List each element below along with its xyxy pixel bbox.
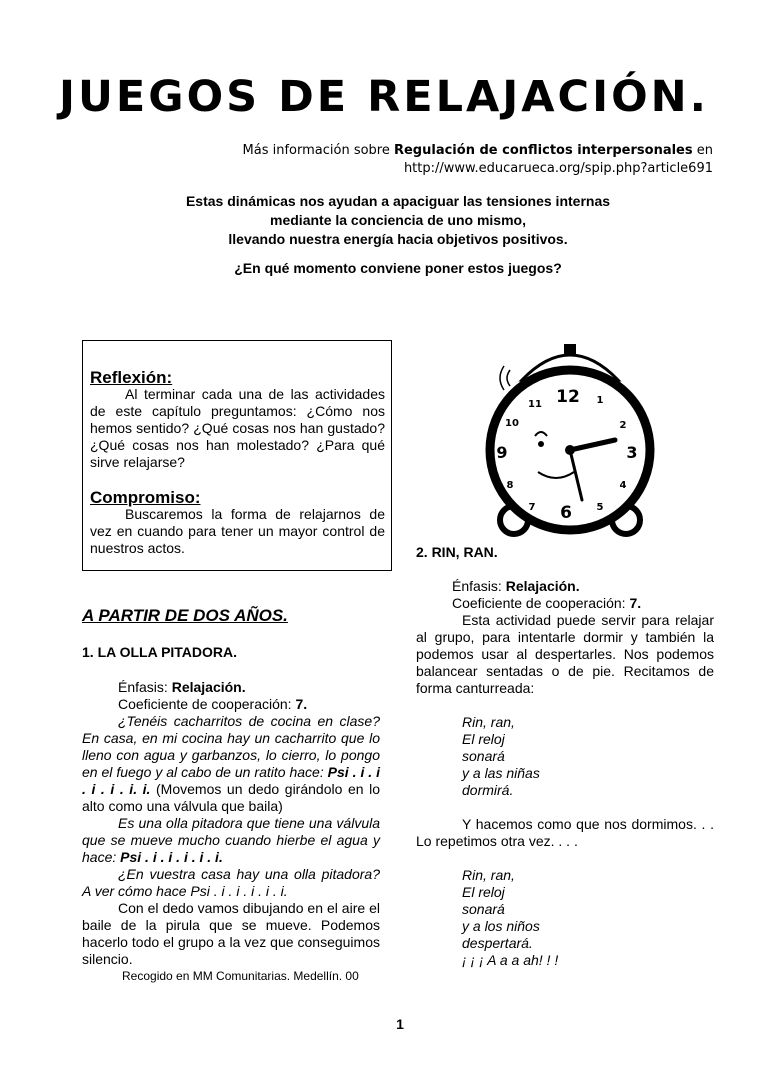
info-url: http://www.educarueca.org/spip.php?article691	[403, 161, 713, 176]
more-info	[243, 142, 713, 178]
enfasis-value: Relajación.	[171, 679, 246, 695]
clock-number-9: 9	[496, 443, 508, 462]
coef-value: 7.	[629, 595, 642, 611]
p1-bold: Psi . i . i . i . i . i. i.	[82, 764, 380, 797]
clock-number-7: 7	[528, 502, 536, 513]
intro-line-3: llevando nuestra energía hacia objetivos positivos.	[228, 231, 568, 247]
game-1-column	[82, 644, 380, 985]
game-1-paragraph-3: ¿En vuestra casa hay una olla pitadora? A ver cómo hace Psi . i . i . i . i . i.	[82, 866, 380, 899]
clock-number-2: 2	[619, 420, 627, 431]
info-prefix: Más información sobre	[242, 143, 394, 158]
song-line: Rin, ran,	[462, 714, 515, 730]
reflexion-title: Reflexión:	[90, 368, 173, 387]
reflexion-text: Al terminar cada una de las actividades de este capítulo preguntamos: ¿Cómo nos hemos sentido? ¿Qué cosas nos han gustado? ¿Qué cosas nos han molestado? ¿Para qué sirve relajarse?	[90, 386, 385, 470]
game-1-paragraph-2	[82, 815, 380, 866]
compromiso-text: Buscaremos la forma de relajarnos de vez en cuando para tener un mayor control de nuestros actos.	[90, 506, 385, 556]
clock-number-4: 4	[619, 480, 627, 491]
game-1-title: 1. LA OLLA PITADORA.	[82, 644, 238, 660]
song-line: sonará	[462, 901, 505, 917]
alarm-clock-illustration	[480, 340, 660, 540]
clock-number-10: 10	[505, 418, 519, 429]
p1-rest: (Movemos un dedo girándolo en lo alto como una válvula que baila)	[82, 781, 380, 814]
game-2-paragraph-2: Y hacemos como que nos dormimos. . . Lo repetimos otra vez. . . .	[416, 816, 714, 849]
info-suffix: en	[692, 143, 713, 158]
song-line: sonará	[462, 748, 505, 764]
clock-number-8: 8	[506, 480, 514, 491]
intro-line-2: mediante la conciencia de uno mismo,	[270, 212, 526, 228]
enfasis-label: Énfasis:	[452, 578, 506, 594]
game-1-enfasis	[82, 679, 380, 696]
song-line: dormirá.	[462, 782, 514, 798]
song-verse-1	[416, 714, 714, 799]
intro-line-1: Estas dinámicas nos ayudan a apaciguar las tensiones internas	[185, 193, 611, 209]
page-number: 1	[396, 1016, 404, 1032]
song-line: El reloj	[462, 884, 505, 900]
page-title: JUEGOS DE RELAJACIÓN.	[59, 72, 709, 122]
coef-label: Coeficiente de cooperación:	[452, 595, 630, 611]
game-2-coef	[416, 595, 714, 612]
game-2-enfasis	[416, 578, 714, 595]
clock-number-5: 5	[596, 502, 604, 513]
clock-number-3: 3	[626, 443, 638, 462]
game-1-paragraph-4: Con el dedo vamos dibujando en el aire el baile de la pirula que se mueve. Podemos hacerlo todo el grupo a la vez que conseguimos silencio.	[82, 900, 380, 967]
enfasis-value: Relajación.	[505, 578, 580, 594]
section-heading: A PARTIR DE DOS AÑOS.	[82, 606, 288, 625]
song-verse-2	[416, 867, 714, 969]
coef-label: Coeficiente de cooperación:	[118, 696, 296, 712]
reflection-box	[82, 340, 392, 571]
song-line: despertará.	[462, 935, 533, 951]
clock-number-6: 6	[560, 503, 572, 523]
intro-question: ¿En qué momento conviene poner estos juegos?	[234, 260, 562, 276]
p2-italic: Es una olla pitadora que tiene una válvula que se mueve mucho cuando hierbe el agua y hace:	[82, 815, 380, 865]
p1-italic: ¿Tenéis cacharritos de cocina en clase? En casa, en mi cocina hay un cacharrito que lo lleno con agua y garbanzos, lo cierro, lo pongo en el fuego y al cabo de un ratito hace:	[82, 713, 380, 780]
song-line: ¡ ¡ ¡ A a a ah! ! !	[462, 952, 559, 968]
intro-text	[0, 192, 768, 249]
p2-bold: Psi . i . i . i . i . i.	[120, 849, 223, 865]
game-1-source: Recogido en MM Comunitarias. Medellín. 00	[122, 969, 359, 983]
clock-number-1: 1	[596, 395, 604, 406]
clock-number-11: 11	[528, 399, 542, 410]
game-1-paragraph-1	[82, 713, 380, 815]
clock-number-12: 12	[556, 387, 580, 407]
game-2-column	[416, 544, 714, 969]
coef-value: 7.	[295, 696, 308, 712]
compromiso-title: Compromiso:	[90, 488, 201, 507]
enfasis-label: Énfasis:	[118, 679, 172, 695]
game-1-coef	[82, 696, 380, 713]
game-2-paragraph-1: Esta actividad puede servir para relajar al grupo, para intentarle dormir y también la podemos usar al despertarles. Nos podemos balancear sentadas o de pie. Recitamos de forma canturreada:	[416, 612, 714, 696]
game-2-title: 2. RIN, RAN.	[416, 544, 498, 560]
song-line: El reloj	[462, 731, 505, 747]
song-line: Rin, ran,	[462, 867, 515, 883]
song-line: y a las niñas	[462, 765, 540, 781]
song-line: y a los niños	[462, 918, 540, 934]
info-topic: Regulación de conflictos interpersonales	[393, 143, 693, 158]
